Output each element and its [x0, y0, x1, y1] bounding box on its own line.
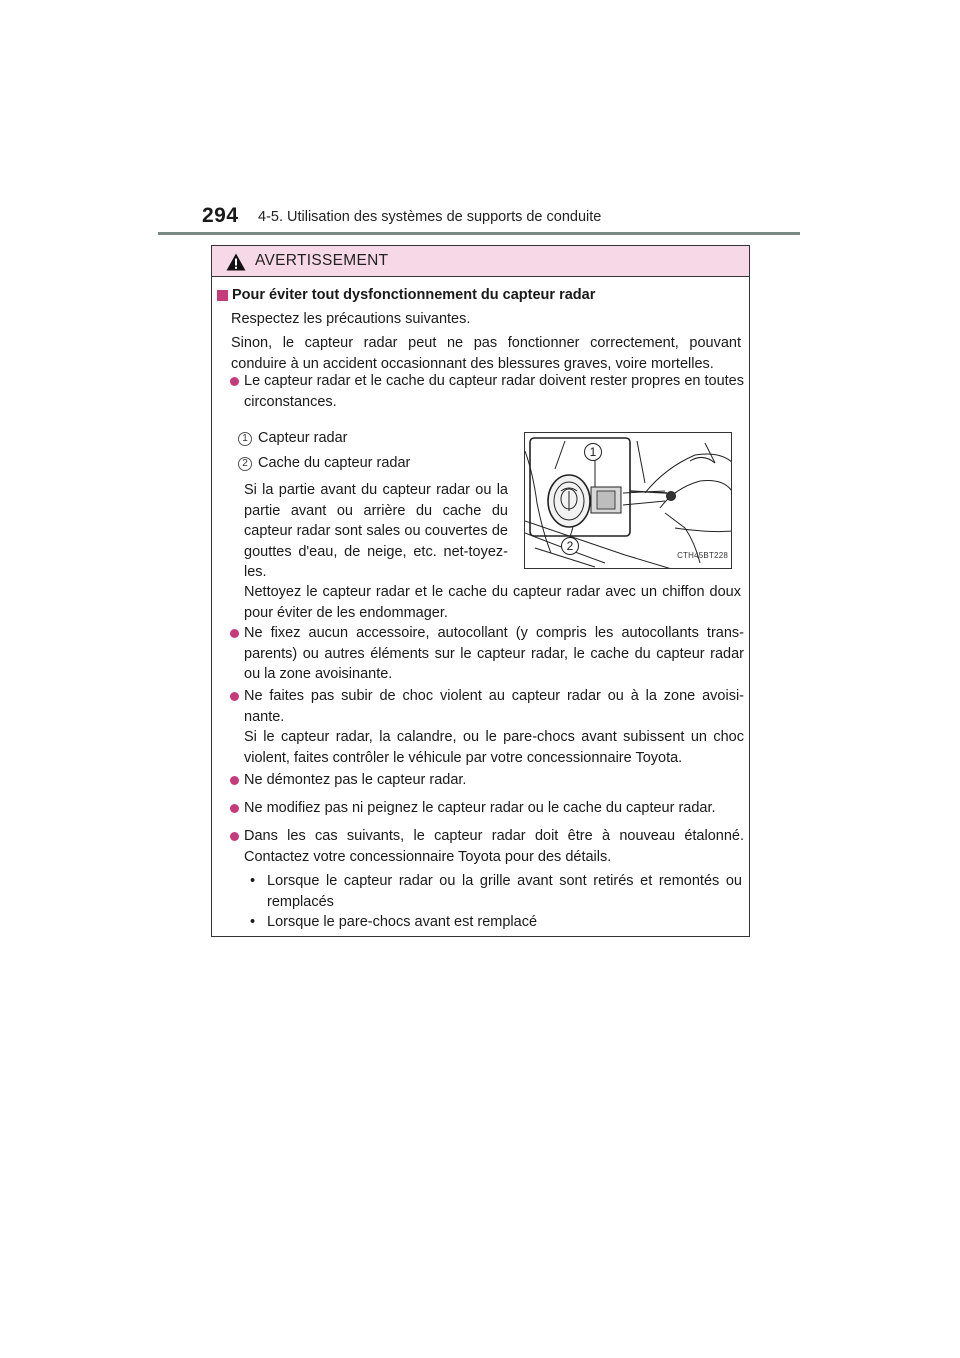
figure-code: CTH45BT228: [677, 550, 728, 560]
warning-triangle-icon: [226, 253, 246, 271]
sub-bullet: •: [250, 873, 256, 889]
sub-item-grille: Lorsque le capteur radar ou la grille avant sont retirés et remontés ou remplacés: [267, 873, 742, 910]
radar-sensor-figure: [524, 432, 732, 569]
legend-number: 2: [238, 457, 252, 471]
sub-item-bumper: Lorsque le pare-chocs avant est remplacé: [267, 914, 538, 930]
bullet-clean: Le capteur radar et le cache du capteur radar doivent rester propres en toutes circonstances.: [244, 373, 744, 410]
bullet-dot: [230, 629, 239, 638]
legend-radar-sensor: Capteur radar: [258, 430, 348, 446]
bullet-dot: [230, 377, 239, 386]
warning-box: [211, 245, 750, 937]
dirty-note: Si la partie avant du capteur radar ou la partie avant ou arrière du cache du capteur radar sont sales ou couvertes de gouttes d'eau, de neige, etc. net-toyez-les.: [244, 482, 508, 580]
callout-1: 1: [584, 443, 602, 461]
bullet-dot: [230, 776, 239, 785]
legend-number: 1: [238, 432, 252, 446]
clean-note: Nettoyez le capteur radar et le cache du capteur radar avec un chiffon doux pour éviter de les endommager.: [244, 584, 741, 621]
sub-bullet: •: [250, 914, 256, 930]
bullet-accessory: Ne fixez aucun accessoire, autocollant (y compris les autocollants trans-parents) ou autres éléments sur le capteur radar, le cache du capteur radar ou la zone avoisinante.: [244, 625, 744, 682]
bullet-modify: Ne modifiez pas ni peignez le capteur radar ou le cache du capteur radar.: [244, 800, 716, 816]
bullet-calibrate: Dans les cas suivants, le capteur radar doit être à nouveau étalonné. Contactez votre concessionnaire Toyota pour des détails.: [244, 828, 744, 865]
header-rule: [158, 232, 800, 235]
bullet-shock: Ne faites pas subir de choc violent au capteur radar ou à la zone avoisi-nante.: [244, 688, 744, 725]
bullet-shock-followup: Si le capteur radar, la calandre, ou le pare-chocs avant subissent un choc violent, faites contrôler le véhicule par votre concessionnaire Toyota.: [244, 729, 744, 766]
section-square-bullet: [217, 290, 228, 301]
page-number: 294: [202, 204, 239, 227]
bullet-dot: [230, 804, 239, 813]
bullet-dot: [230, 832, 239, 841]
callout-2: 2: [561, 537, 579, 555]
consequence-text: Sinon, le capteur radar peut ne pas fonctionner correctement, pouvant conduire à un accident occasionnant des blessures graves, voire mortelles.: [231, 335, 741, 372]
warning-header: [212, 246, 749, 277]
section-title: 4-5. Utilisation des systèmes de supports de conduite: [258, 209, 602, 225]
bullet-disassemble: Ne démontez pas le capteur radar.: [244, 772, 467, 788]
warning-label: AVERTISSEMENT: [255, 252, 389, 269]
warning-section-title: Pour éviter tout dysfonctionnement du capteur radar: [232, 287, 596, 303]
bullet-dot: [230, 692, 239, 701]
legend-sensor-cover: Cache du capteur radar: [258, 455, 411, 471]
intro-text: Respectez les précautions suivantes.: [231, 311, 471, 327]
